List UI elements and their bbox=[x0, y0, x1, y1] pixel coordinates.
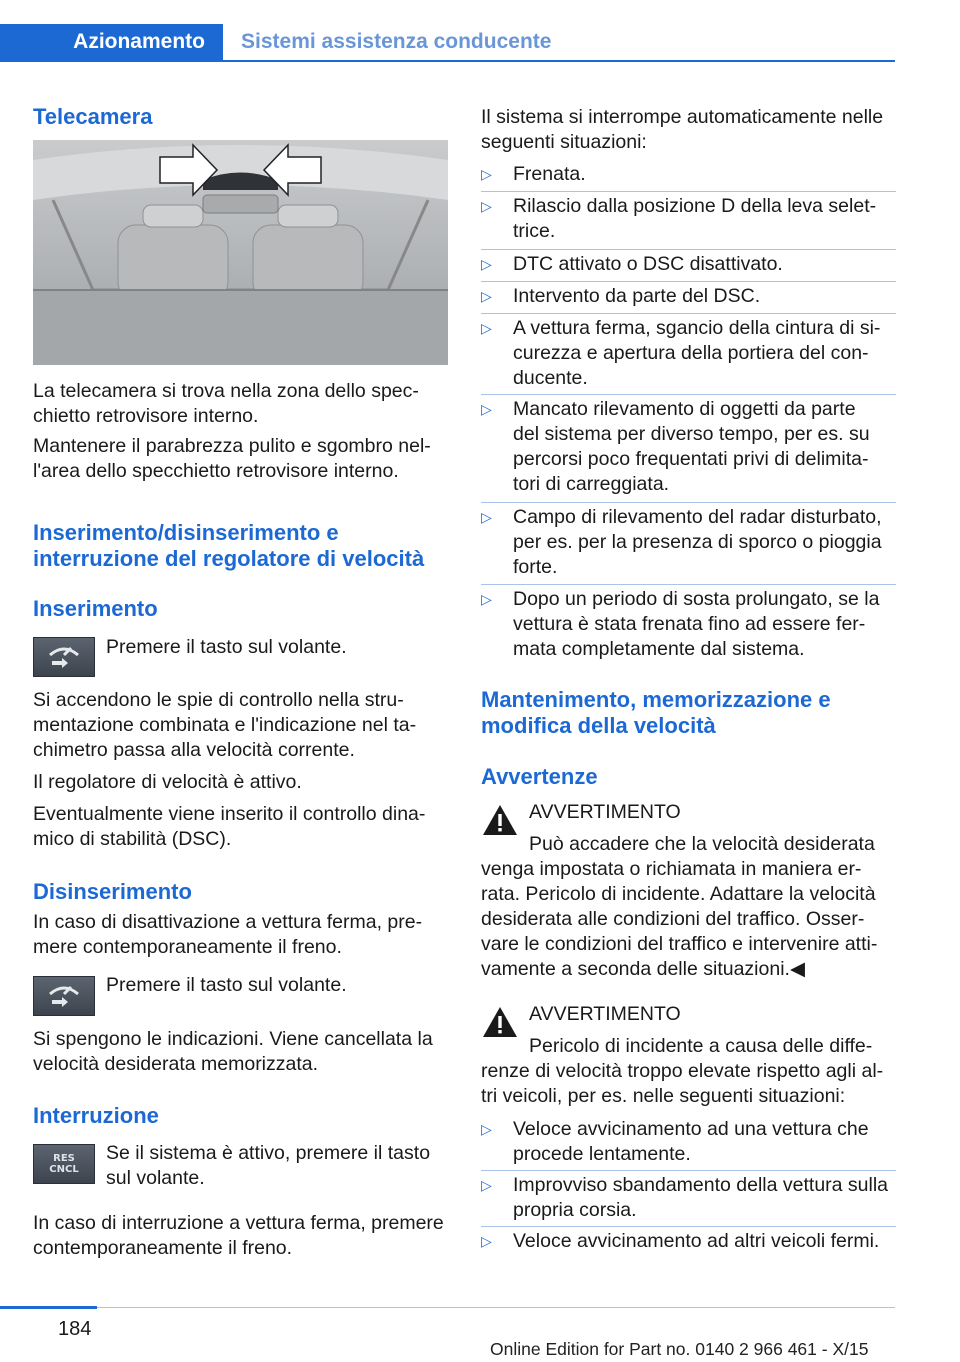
cruise-control-button-image-2 bbox=[33, 976, 95, 1016]
footer-divider bbox=[97, 1307, 895, 1308]
divider bbox=[481, 584, 896, 585]
cruise-control-icon bbox=[44, 643, 84, 671]
camera-text-1: La telecamera si trova nella zona dello spec- chietto retrovisore interno. bbox=[33, 380, 419, 427]
footer-edition: Online Edition for Part no. 0140 2 966 461 - X/15 bbox=[490, 1339, 869, 1359]
inserimento-button-text: Premere il tasto sul volante. bbox=[106, 636, 347, 658]
divider bbox=[481, 1226, 896, 1227]
inserimento-para-1: Si accendono le spie di controllo nella stru- mentazione combinata e l'indicazione nel ta- chimetro passa alla velocità corrente. bbox=[33, 689, 417, 761]
bullet-triangle-icon: ▷ bbox=[481, 198, 492, 214]
bullet-triangle-icon: ▷ bbox=[481, 256, 492, 272]
disinserimento-button-text: Premere il tasto sul volante. bbox=[106, 974, 347, 996]
divider bbox=[481, 191, 896, 192]
res-cncl-button-image bbox=[33, 1144, 95, 1184]
subtitle-interruzione: Interruzione bbox=[33, 1103, 159, 1128]
warning-2-title: AVVERTIMENTO bbox=[529, 1003, 681, 1025]
divider bbox=[481, 313, 896, 314]
inserimento-para-2: Il regolatore di velocità è attivo. bbox=[33, 771, 302, 793]
camera-text-2: Mantenere il parabrezza pulito e sgombro nel- l'area dello specchietto retrovisore interno. bbox=[33, 435, 431, 482]
bullet-triangle-icon: ▷ bbox=[481, 320, 492, 336]
bullet-triangle-icon: ▷ bbox=[481, 401, 492, 417]
cruise-control-button-image bbox=[33, 637, 95, 677]
divider bbox=[481, 1170, 896, 1171]
page-number: 184 bbox=[58, 1318, 92, 1340]
tab-azionamento[interactable]: Azionamento bbox=[0, 24, 223, 60]
res-cncl-label: RES CNCL bbox=[49, 1153, 79, 1175]
tab-sistemi-assistenza[interactable]: Sistemi assistenza conducente bbox=[241, 30, 552, 53]
subtitle-avvertenze: Avvertenze bbox=[481, 764, 598, 789]
bullet-triangle-icon: ▷ bbox=[481, 1121, 492, 1137]
section-title-telecamera: Telecamera bbox=[33, 104, 153, 129]
header-divider bbox=[0, 60, 895, 62]
bullet-triangle-icon: ▷ bbox=[481, 166, 492, 182]
bullet-triangle-icon: ▷ bbox=[481, 509, 492, 525]
section-title-mantenimento: Mantenimento, memorizzazione e modifica della velocità bbox=[481, 687, 831, 738]
divider bbox=[481, 394, 896, 395]
subtitle-inserimento: Inserimento bbox=[33, 596, 158, 621]
section-title-regolatore: Inserimento/disinserimento e interruzione del regolatore di velocità bbox=[33, 520, 425, 571]
bullet-triangle-icon: ▷ bbox=[481, 1233, 492, 1249]
interruzione-button-text: Se il sistema è attivo, premere il tasto sul volante. bbox=[106, 1142, 431, 1189]
camera-location-photo bbox=[33, 140, 448, 365]
interruzione-auto-intro: Il sistema si interrompe automaticamente nelle seguenti situazioni: bbox=[481, 106, 884, 153]
subtitle-disinserimento: Disinserimento bbox=[33, 879, 192, 904]
disinserimento-para-1: In caso di disattivazione a vettura ferma, pre- mere contemporaneamente il freno. bbox=[33, 911, 423, 958]
interruzione-para-1: In caso di interruzione a vettura ferma, premere contemporaneamente il freno. bbox=[33, 1212, 444, 1259]
warning-1-text: Può accadere che la velocità desiderata venga impostata o richiamata in maniera er- rata. Pericolo di incidente. Adattare la velocità desiderata alle condizioni del traffico. Osser- vare le condizioni del traffico e intervenire atti- vamente a seconda delle situazioni.◀ bbox=[481, 833, 878, 980]
bullet-triangle-icon: ▷ bbox=[481, 1177, 492, 1193]
bullet-triangle-icon: ▷ bbox=[481, 288, 492, 304]
header-bar bbox=[0, 0, 895, 62]
cruise-control-icon bbox=[44, 982, 84, 1010]
warning-2-text: Pericolo di incidente a causa delle diffe- renze di velocità troppo elevate rispetto agli al- tri veicoli, per es. nelle seguenti situazioni: bbox=[481, 1035, 884, 1107]
footer-accent-line bbox=[0, 1306, 97, 1309]
warning-1-title: AVVERTIMENTO bbox=[529, 801, 681, 823]
inserimento-para-3: Eventualmente viene inserito il controllo dina- mico di stabilità (DSC). bbox=[33, 803, 426, 850]
divider bbox=[481, 502, 896, 503]
divider bbox=[481, 281, 896, 282]
disinserimento-para-2: Si spengono le indicazioni. Viene cancellata la velocità desiderata memorizzata. bbox=[33, 1028, 433, 1075]
divider bbox=[481, 249, 896, 250]
bullet-triangle-icon: ▷ bbox=[481, 591, 492, 607]
